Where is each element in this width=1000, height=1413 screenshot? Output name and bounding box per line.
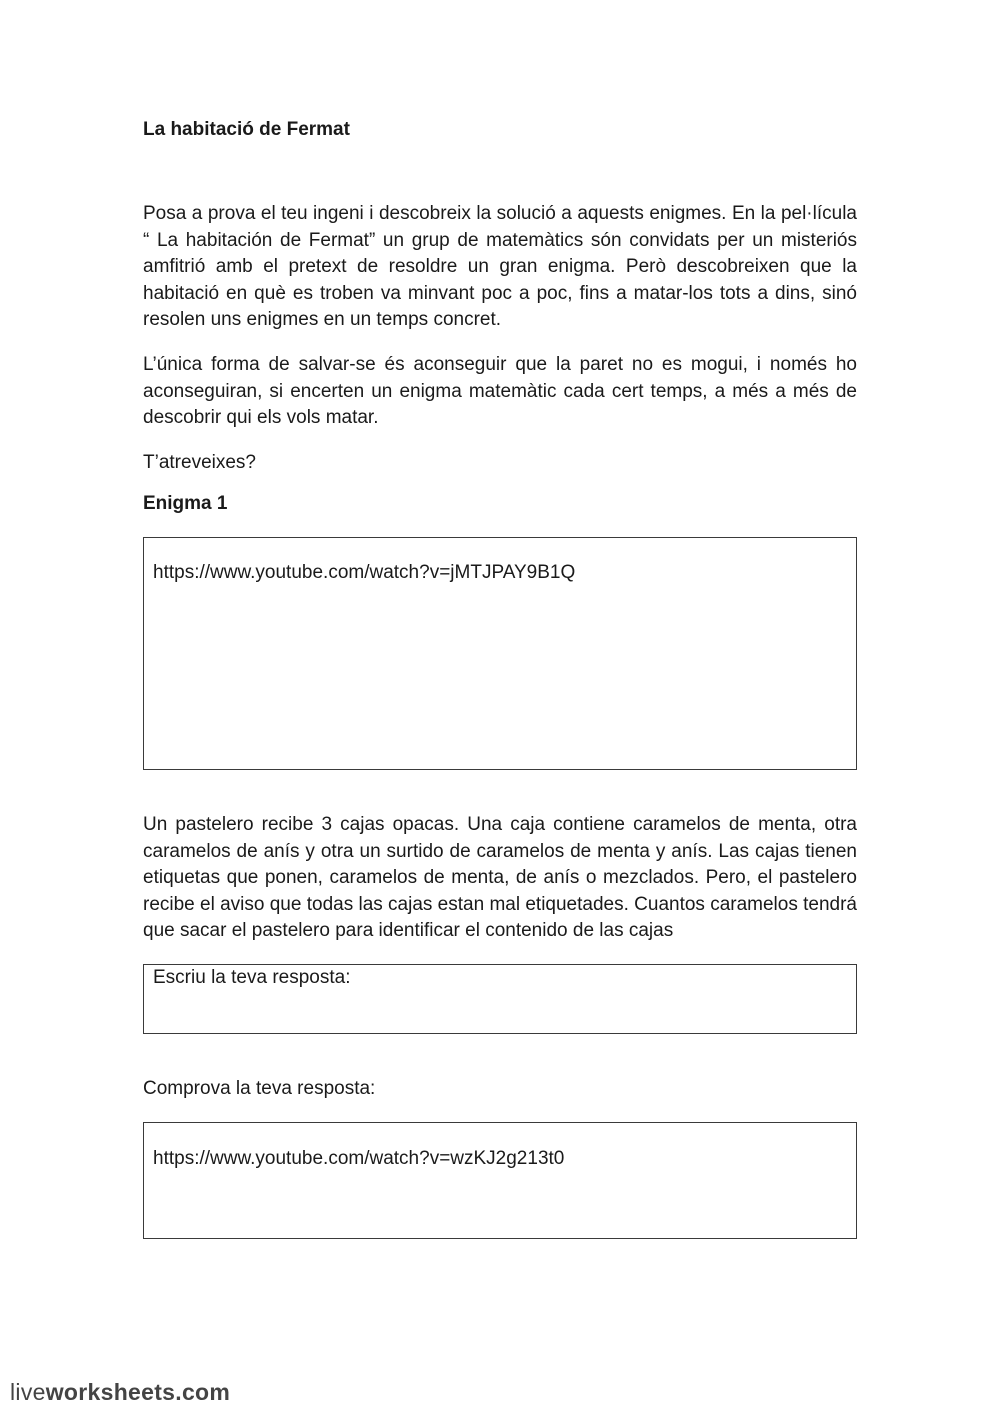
enigma-text: Un pastelero recibe 3 cajas opacas. Una caja contiene caramelos de menta, otra caramelos de anís y otra un surtido de caramelos de menta y anís. Las cajas tienen etiquetas que ponen, caramelos de menta, de anís o mezclados. Pero, el pastelero recibe el aviso que todas las cajas estan mal etiquetades. Cuantos caramelos tendrá que sacar el pastelero para identificar el contenido de las cajas — [143, 814, 857, 942]
intro-question: T’atreveixes? — [143, 452, 256, 473]
brand-bold: worksheets.com — [45, 1379, 231, 1405]
worksheet-page — [143, 0, 857, 1413]
document-title: La habitació de Fermat — [143, 119, 350, 140]
brand-light: live — [10, 1379, 46, 1405]
video-link-2[interactable]: https://www.youtube.com/watch?v=wzKJ2g213t0 — [153, 1148, 565, 1169]
intro-paragraph-2: L’única forma de salvar-se és aconseguir que la paret no es mogui, i només ho aconseguiran, si encerten un enigma matemàtic cada cert temps, a més a més de descobrir qui els vols matar. — [143, 354, 857, 429]
video-link-1[interactable]: https://www.youtube.com/watch?v=jMTJPAY9B1Q — [153, 562, 576, 583]
check-answer-label: Comprova la teva resposta: — [143, 1078, 376, 1099]
liveworksheets-logo — [10, 1379, 230, 1406]
video-box-1 — [143, 537, 857, 770]
video-box-2 — [143, 1122, 857, 1239]
answer-label: Escriu la teva resposta: — [153, 967, 351, 988]
answer-box[interactable] — [143, 964, 857, 1034]
enigma-heading: Enigma 1 — [143, 493, 228, 514]
intro-paragraph-1: Posa a prova el teu ingeni i descobreix la solució a aquests enigmes. En la pel·lícula “ La habitación de Fermat” un grup de matemàtics són convidats per un misteriós amfitrió amb el pretext de resoldre un gran enigma. Però descobreixen que la habitació en què es troben va minvant poc a poc, fins a matar-los tots a dins, sinó resolen uns enigmes en un temps concret. — [143, 203, 857, 331]
